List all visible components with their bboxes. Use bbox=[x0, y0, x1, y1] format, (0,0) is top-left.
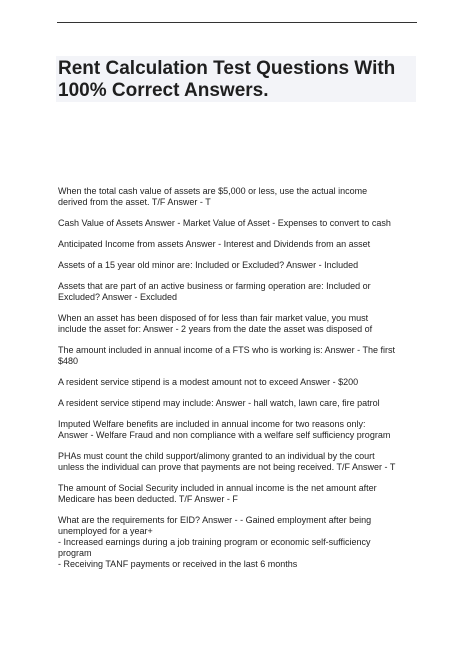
qa-item: When an asset has been disposed of for less than fair market value, you must include the asset for: Answer - 2 years from the date the asset was disposed of bbox=[58, 313, 373, 334]
qa-item: A resident service stipend is a modest amount not to exceed Answer - $200 bbox=[58, 377, 359, 387]
document-title-line-2: 100% Correct Answers. bbox=[58, 80, 269, 101]
page-top-rule bbox=[57, 22, 417, 23]
qa-item: When the total cash value of assets are $5,000 or less, use the actual income derived from the asset. T/F Answer - T bbox=[58, 186, 368, 207]
qa-item: A resident service stipend may include: Answer - hall watch, lawn care, fire patrol bbox=[58, 398, 380, 408]
document-title bbox=[58, 58, 416, 102]
qa-item: Assets that are part of an active business or farming operation are: Included or Excluded? Answer - Excluded bbox=[58, 281, 371, 302]
qa-item: PHAs must count the child support/alimony granted to an individual by the court unless the individual can prove that payments are not being received. T/F Answer - T bbox=[58, 451, 396, 472]
qa-list bbox=[58, 186, 420, 580]
qa-item: Imputed Welfare benefits are included in annual income for two reasons only: Answer - Welfare Fraud and non compliance with a welfare self sufficiency program bbox=[58, 419, 391, 440]
document-title-line-1: Rent Calculation Test Questions With bbox=[58, 58, 396, 79]
qa-item: Anticipated Income from assets Answer - Interest and Dividends from an asset bbox=[58, 239, 371, 249]
qa-item: The amount included in annual income of a FTS who is working is: Answer - The first $480 bbox=[58, 345, 395, 366]
qa-item: What are the requirements for EID? Answer - - Gained employment after being unemployed for a year+ - Increased earnings during a job training program or economic self-sufficiency program - Receiving TANF payments or received in the last 6 months bbox=[58, 515, 372, 569]
qa-item: The amount of Social Security included in annual income is the net amount after Medicare has been deducted. T/F Answer - F bbox=[58, 483, 377, 504]
qa-item: Assets of a 15 year old minor are: Included or Excluded? Answer - Included bbox=[58, 260, 359, 270]
qa-item: Cash Value of Assets Answer - Market Value of Asset - Expenses to convert to cash bbox=[58, 218, 391, 228]
